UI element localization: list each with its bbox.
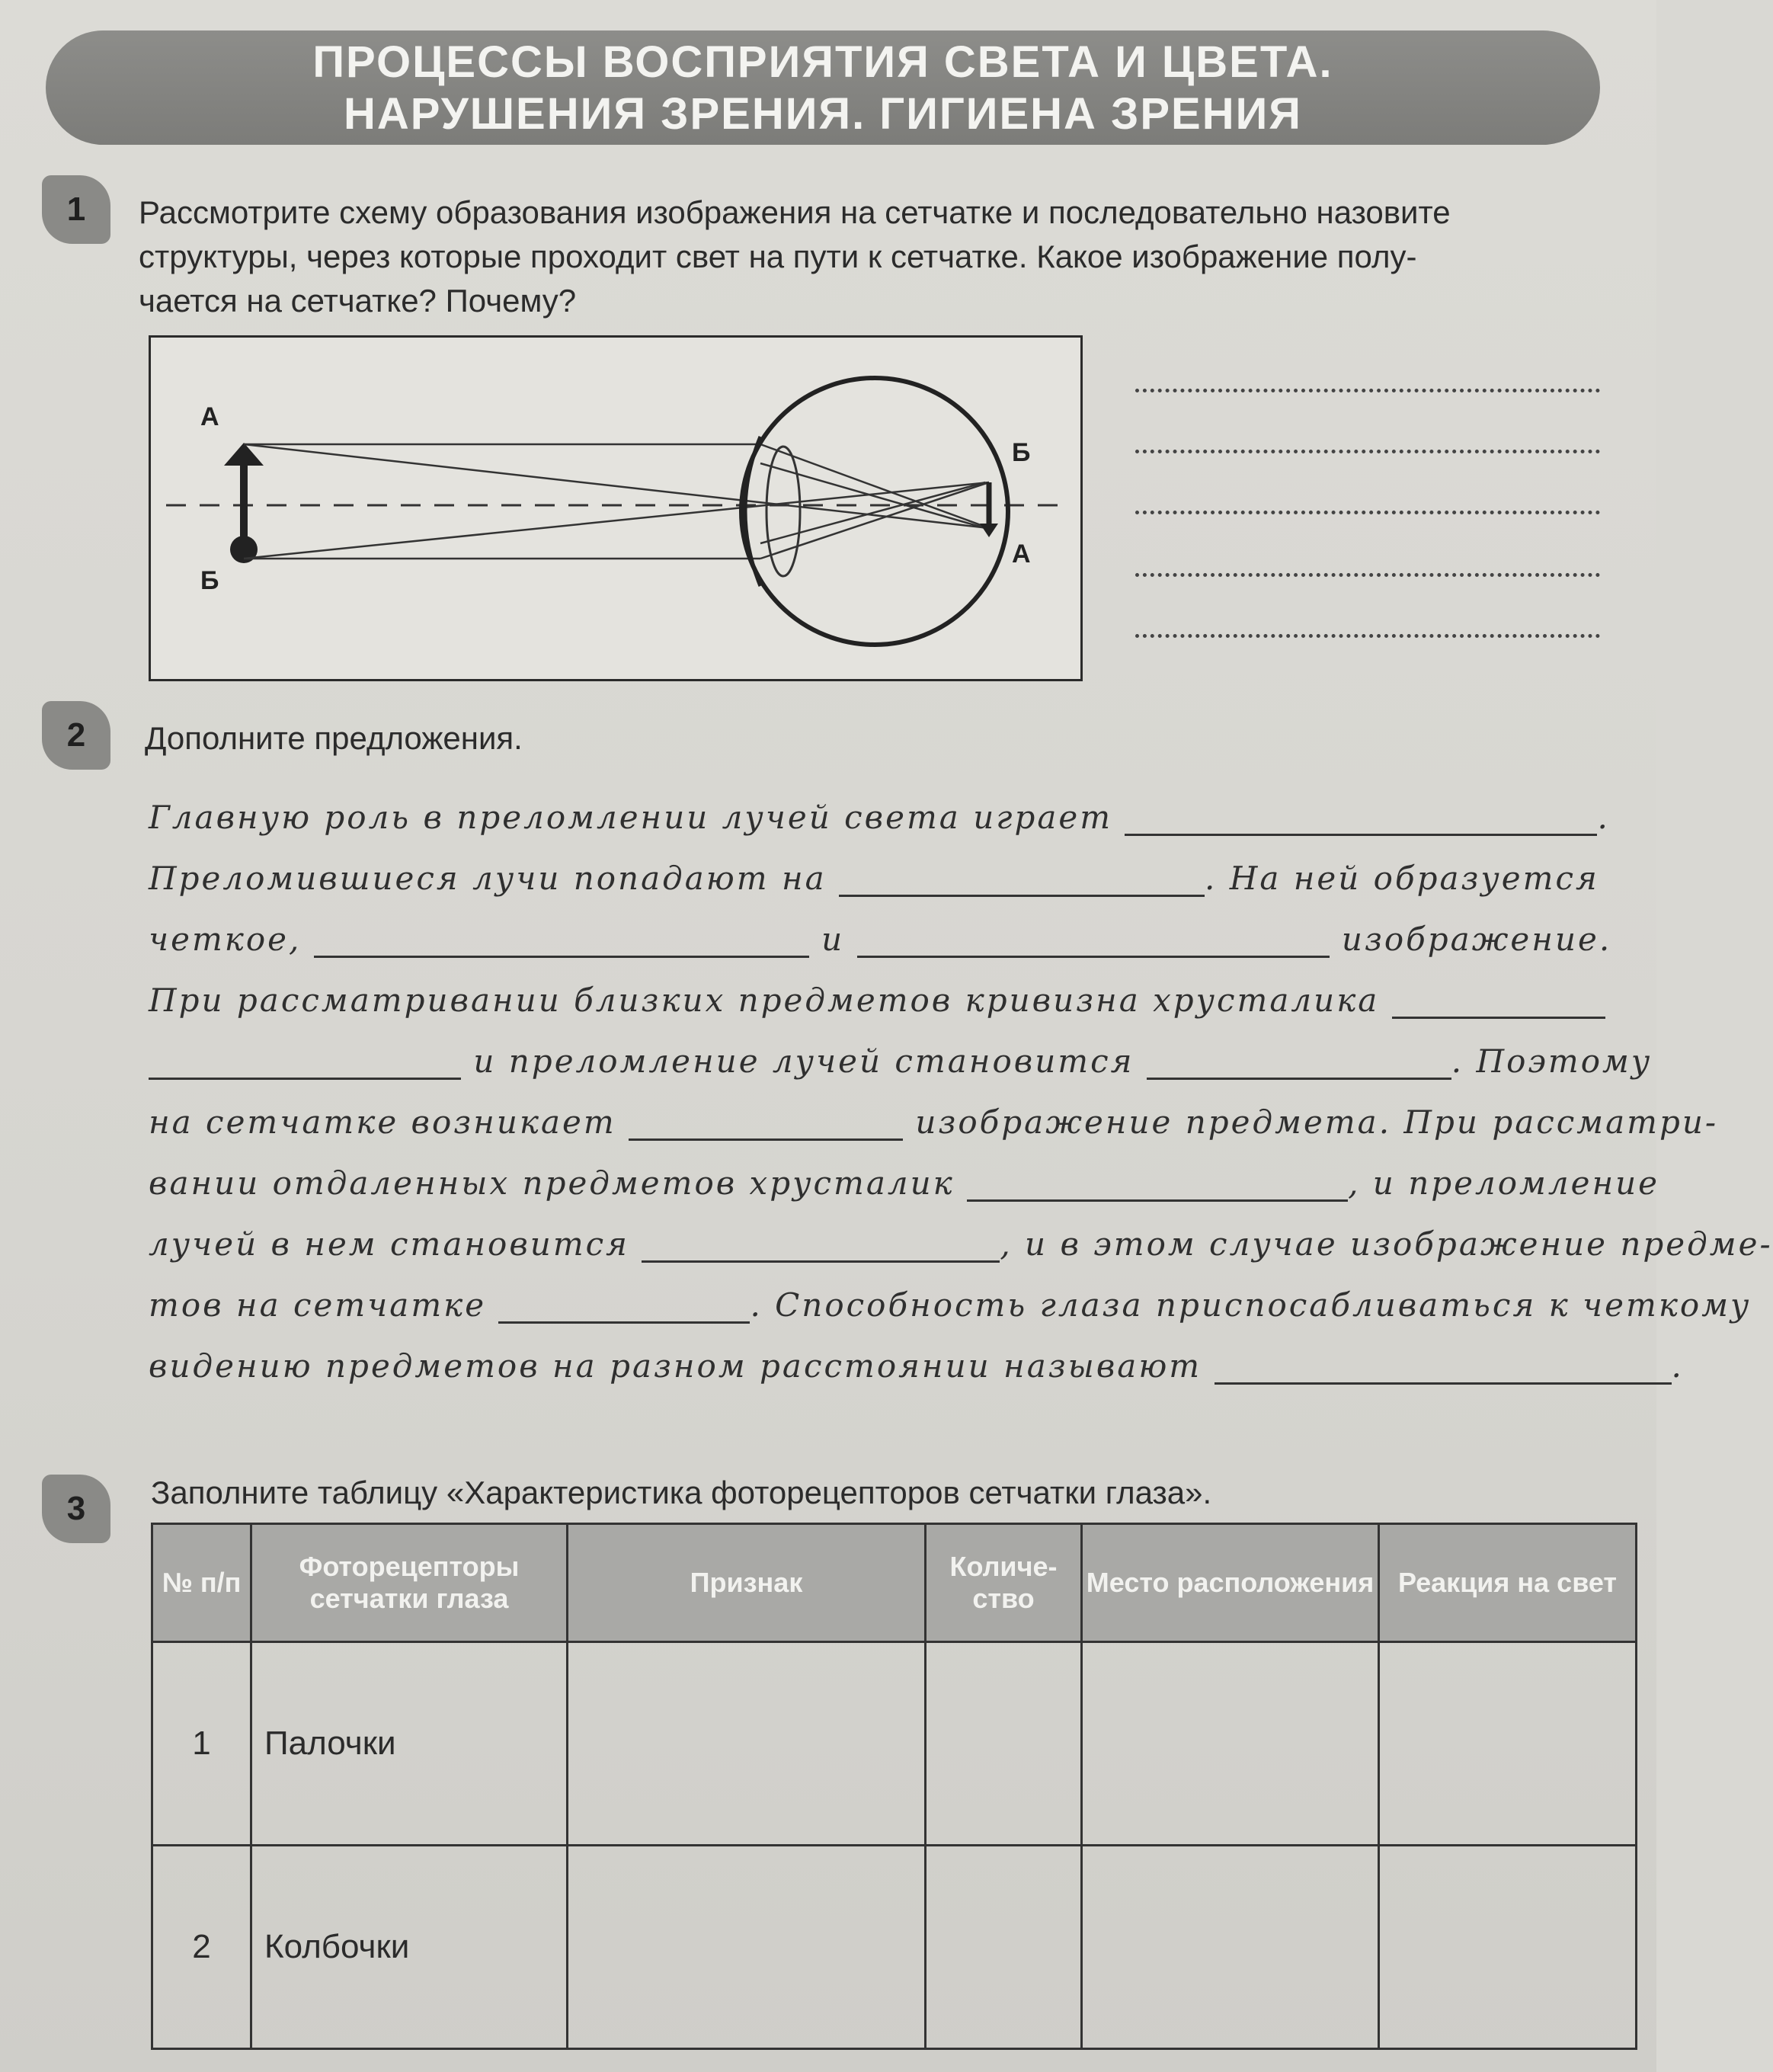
blank-12[interactable] bbox=[1215, 1352, 1672, 1385]
blank-6[interactable] bbox=[149, 1047, 461, 1080]
sentence-line-6: на сетчатке возникает изображение предмета. При рассматри- bbox=[149, 1103, 1719, 1141]
sentence-line-10: видению предметов на разном расстоянии называют . bbox=[149, 1347, 1684, 1385]
answer-line-3[interactable] bbox=[1135, 511, 1600, 514]
page-title bbox=[46, 37, 1600, 140]
answer-line-1[interactable] bbox=[1135, 389, 1600, 392]
cornea bbox=[745, 437, 760, 586]
table-header-row bbox=[152, 1524, 1637, 1642]
blank-9[interactable] bbox=[967, 1169, 1348, 1202]
cell-light-reaction[interactable] bbox=[1379, 1642, 1637, 1846]
blank-2[interactable] bbox=[839, 864, 1205, 897]
task-1-text-line-2: структуры, через которые проходит свет на пути к сетчатке. Какое изображение полу- bbox=[139, 239, 1417, 274]
task-3-instruction: Заполните таблицу «Характеристика фоторецепторов сетчатки глаза». bbox=[151, 1475, 1212, 1510]
task-3-badge: 3 bbox=[42, 1475, 110, 1543]
header-light-reaction: Реакция на свет bbox=[1379, 1524, 1637, 1642]
answer-line-2[interactable] bbox=[1135, 450, 1600, 453]
label-object-top: А bbox=[200, 402, 219, 431]
label-image-bottom: А bbox=[1012, 540, 1031, 568]
blank-1[interactable] bbox=[1125, 803, 1597, 836]
eyeball bbox=[741, 378, 1008, 645]
sentence-line-7: вании отдаленных предметов хрусталик , и преломление bbox=[149, 1164, 1660, 1202]
page-title-line-1: ПРОЦЕССЫ ВОСПРИЯТИЯ СВЕТА И ЦВЕТА. bbox=[312, 37, 1333, 87]
label-object-bottom: Б bbox=[200, 566, 219, 595]
light-rays bbox=[244, 444, 989, 559]
label-image-top: Б bbox=[1012, 438, 1031, 467]
cell-quantity[interactable] bbox=[926, 1642, 1082, 1846]
blank-8[interactable] bbox=[629, 1108, 903, 1141]
header-quantity: Количе-ство bbox=[926, 1524, 1082, 1642]
blank-7[interactable] bbox=[1147, 1047, 1451, 1080]
eye-image-formation-diagram bbox=[149, 335, 1083, 681]
blank-4[interactable] bbox=[857, 925, 1330, 958]
sentence-line-8: лучей в нем становится , и в этом случае изображение предме- bbox=[149, 1225, 1773, 1263]
task-1-text bbox=[139, 191, 1602, 323]
blank-5[interactable] bbox=[1392, 986, 1605, 1019]
cell-location[interactable] bbox=[1082, 1642, 1379, 1846]
sentence-line-3: четкое, и изображение. bbox=[149, 921, 1612, 958]
retina-image-head bbox=[980, 524, 998, 537]
cell-location[interactable] bbox=[1082, 1846, 1379, 2049]
sentence-line-4: При рассматривании близких предметов кривизна хрусталика bbox=[149, 982, 1619, 1019]
eye-diagram-svg bbox=[151, 338, 1080, 679]
table-row bbox=[152, 1846, 1637, 2049]
sentence-line-2: Преломившиеся лучи попадают на . На ней образуется bbox=[149, 860, 1599, 897]
answer-line-5[interactable] bbox=[1135, 634, 1600, 638]
row-number: 1 bbox=[152, 1642, 251, 1846]
task-2-instruction: Дополните предложения. bbox=[145, 720, 523, 756]
sentence-line-9: тов на сетчатке . Способность глаза приспосабливаться к четкому bbox=[149, 1286, 1752, 1324]
header-photoreceptors: Фоторецепторы сетчатки глаза bbox=[251, 1524, 568, 1642]
header-feature: Признак bbox=[568, 1524, 926, 1642]
blank-3[interactable] bbox=[314, 925, 809, 958]
blank-11[interactable] bbox=[498, 1291, 750, 1324]
header-number: № п/п bbox=[152, 1524, 251, 1642]
page-title-line-2: НАРУШЕНИЯ ЗРЕНИЯ. ГИГИЕНА ЗРЕНИЯ bbox=[344, 89, 1302, 139]
table-row bbox=[152, 1642, 1637, 1846]
task-1-text-line-3: чается на сетчатке? Почему? bbox=[139, 283, 577, 319]
cell-feature[interactable] bbox=[568, 1846, 926, 2049]
row-photoreceptor-name: Палочки bbox=[251, 1642, 568, 1846]
sentence-line-5: и преломление лучей становится . Поэтому bbox=[149, 1042, 1619, 1080]
cell-light-reaction[interactable] bbox=[1379, 1846, 1637, 2049]
sentence-line-1: Главную роль в преломлении лучей света играет . bbox=[149, 799, 1610, 836]
task-1-text-line-1: Рассмотрите схему образования изображения на сетчатке и последовательно назовите bbox=[139, 194, 1451, 230]
cell-feature[interactable] bbox=[568, 1642, 926, 1846]
answer-line-4[interactable] bbox=[1135, 573, 1600, 577]
task-2-badge: 2 bbox=[42, 701, 110, 770]
lens bbox=[766, 447, 800, 576]
task-1-badge: 1 bbox=[42, 175, 110, 244]
blank-10[interactable] bbox=[642, 1230, 1000, 1263]
photoreceptor-table bbox=[151, 1523, 1635, 2050]
cell-quantity[interactable] bbox=[926, 1846, 1082, 2049]
row-photoreceptor-name: Колбочки bbox=[251, 1846, 568, 2049]
row-number: 2 bbox=[152, 1846, 251, 2049]
header-location: Место расположения bbox=[1082, 1524, 1379, 1642]
